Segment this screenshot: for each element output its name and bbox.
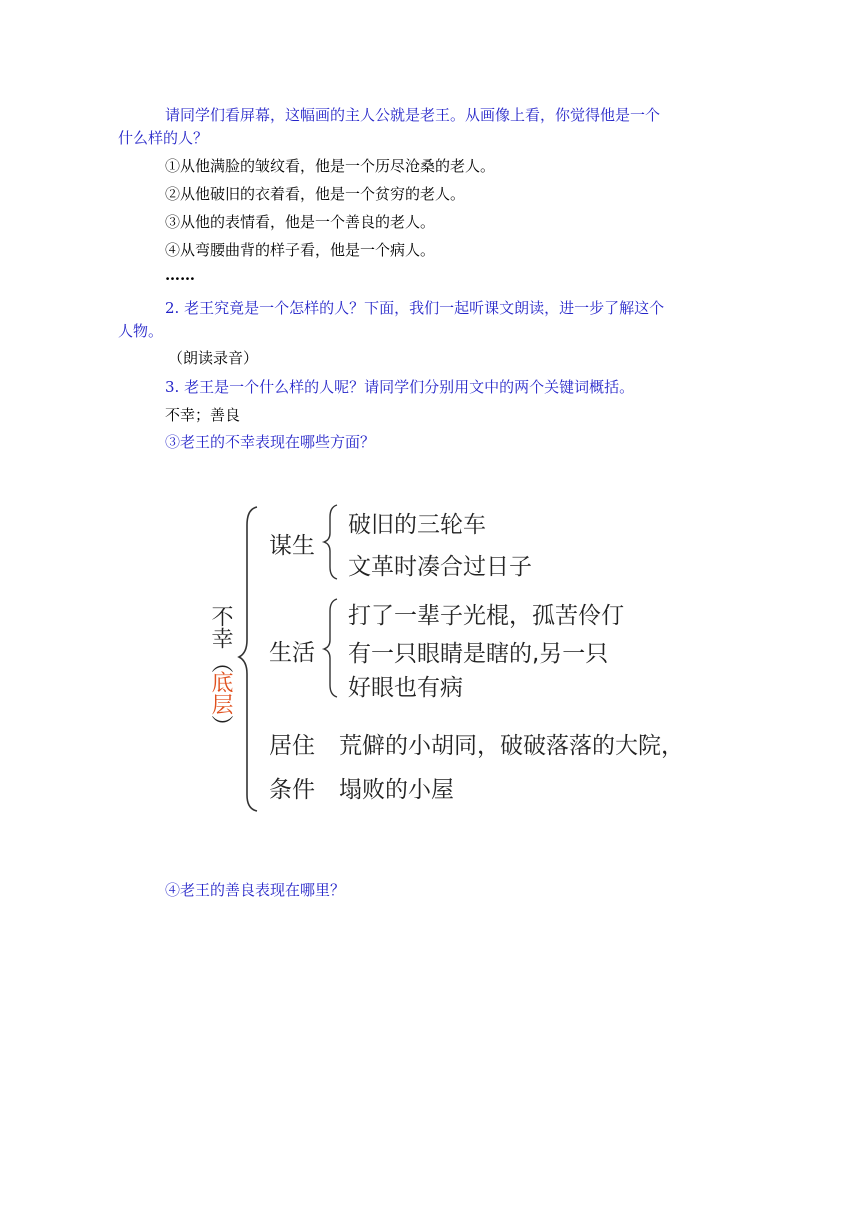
intro-line-1: 请同学们看屏幕，这幅画的主人公就是老王。从画像上看，你觉得他是一个 — [165, 106, 661, 124]
reading-note: （朗读录音） — [168, 349, 259, 367]
question-3: 3. 老王是一个什么样的人呢？请同学们分别用文中的两个关键词概括。 — [165, 378, 635, 396]
life-item-3: 好眼也有病 — [348, 675, 463, 701]
livelihood-item-1: 破旧的三轮车 — [348, 512, 486, 538]
life-item-1: 打了一辈子光棍，孤苦伶仃 — [348, 603, 624, 629]
question-4: ④老王的善良表现在哪里？ — [165, 881, 346, 899]
label-living-2: 条件 — [269, 777, 315, 803]
life-item-2: 有一只眼睛是瞎的,另一只 — [348, 641, 609, 667]
living-item-2: 塌败的小屋 — [339, 777, 454, 803]
title-paren-open: （ — [208, 651, 233, 673]
title-misfortune: 不幸 — [208, 605, 233, 649]
livelihood-item-2: 文革时凑合过日子 — [348, 554, 532, 580]
title-bottom-class: 底层 — [208, 671, 233, 715]
answer-1: ①从他满脸的皱纹看，他是一个历尽沧桑的老人。 — [165, 157, 496, 175]
answer-4: ④从弯腰曲背的样子看，他是一个病人。 — [165, 241, 436, 259]
question-2-line-2: 人物。 — [118, 322, 164, 340]
ellipsis: …… — [165, 266, 195, 284]
label-livelihood: 谋生 — [269, 533, 315, 559]
label-living-1: 居住 — [269, 733, 315, 759]
answer-3: ③从他的表情看，他是一个善良的老人。 — [165, 213, 436, 231]
label-life: 生活 — [269, 640, 315, 666]
living-item-1: 荒僻的小胡同，破破落落的大院， — [339, 733, 684, 759]
question-3-sub: ③老王的不幸表现在哪些方面？ — [165, 433, 376, 451]
question-2-line-1: 2. 老王究竟是一个怎样的人？下面，我们一起听课文朗读，进一步了解这个 — [165, 299, 665, 317]
answer-2: ②从他破旧的衣着看，他是一个贫穷的老人。 — [165, 185, 466, 203]
title-paren-close: ） — [208, 715, 233, 737]
question-3-answer: 不幸；善良 — [165, 406, 241, 424]
intro-line-2: 什么样的人？ — [118, 129, 209, 147]
misfortune-diagram — [195, 495, 715, 820]
